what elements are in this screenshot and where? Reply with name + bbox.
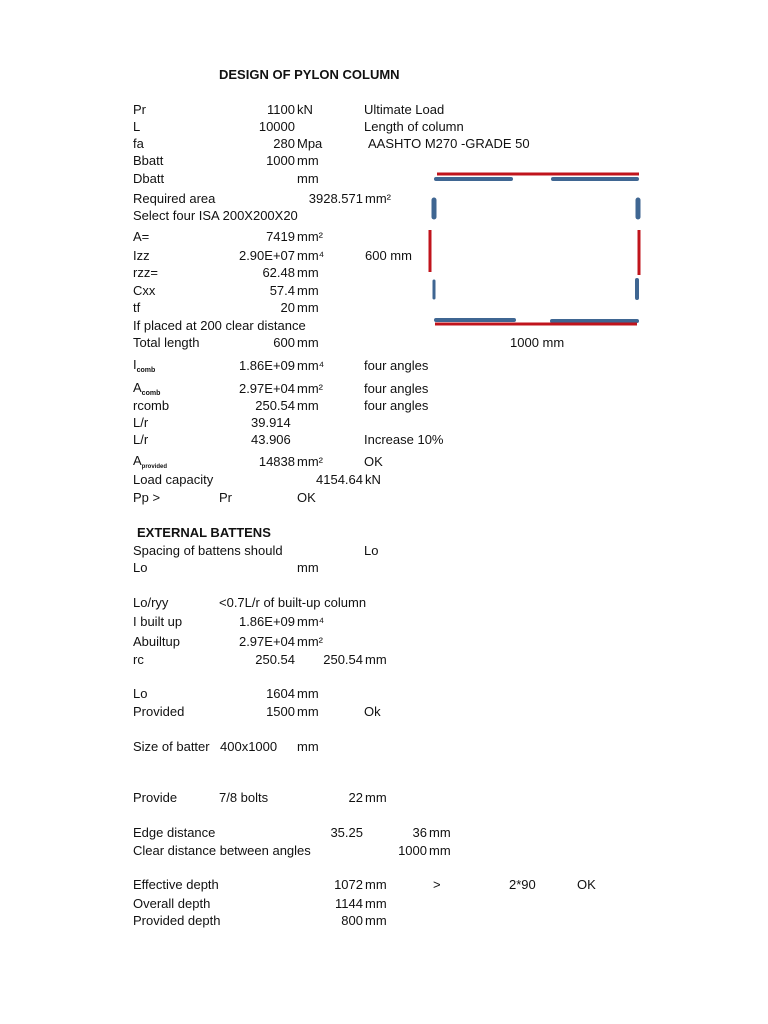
rc-value1: 250.54 [255, 652, 295, 667]
clear-value: 1000 [398, 843, 427, 858]
ibuilt-unit: mm⁴ [297, 614, 325, 629]
ibuilt-label: I built up [133, 614, 183, 629]
abuiltup-value: 2.97E+04 [238, 634, 295, 649]
provide-unit: mm [365, 790, 387, 805]
pr-unit: kN [297, 102, 313, 117]
dbatt-label: Dbatt [133, 171, 165, 186]
aprovided-label-sub: provided [141, 464, 168, 470]
pp-label: Pp > [133, 490, 161, 505]
page-title: DESIGN OF PYLON COLUMN [219, 67, 400, 82]
pr-label: Pr [133, 102, 146, 117]
size-batten-value: 400x1000 [220, 739, 278, 754]
overall-depth-label: Overall depth [133, 896, 211, 911]
load-capacity-label: Load capacity [133, 472, 214, 487]
lo-label: Lo [133, 686, 148, 701]
lo-ryy-note: <0.7L/r of built-up column [219, 595, 367, 610]
clear-label: Clear distance between angles [133, 843, 311, 858]
lo-mm-label: Lo [133, 560, 148, 575]
eff-depth-value: 1072 [334, 877, 363, 892]
rcomb-note: four angles [364, 398, 429, 413]
select-angles-label: Select four ISA 200X200X20 [133, 208, 298, 223]
acomb-value: 2.97E+04 [238, 381, 295, 396]
column-cross-section-diagram [425, 168, 645, 330]
aprovided-label-main: A [133, 453, 142, 468]
eff-depth-value2: 2*90 [509, 877, 536, 892]
provided-unit: mm [297, 704, 319, 719]
size-batten-label: Size of batter [133, 739, 210, 754]
lr2-value: 43.906 [251, 432, 291, 447]
abuiltup-label: Abuiltup [133, 634, 180, 649]
req-area-value: 3928.571 [308, 191, 363, 206]
acomb-note: four angles [364, 381, 429, 396]
a-unit: mm² [297, 229, 323, 244]
provide-label: Provide [133, 790, 178, 805]
a-value: 7419 [266, 229, 295, 244]
overall-depth-value: 1144 [335, 896, 363, 911]
lr2-label: L/r [133, 432, 149, 447]
dbatt-unit: mm [297, 171, 319, 186]
lr1-value: 39.914 [251, 415, 291, 430]
provided-depth-value: 800 [341, 913, 363, 928]
tf-value: 20 [280, 300, 295, 315]
aprovided-note: OK [364, 454, 383, 469]
provide-bolts: 7/8 bolts [219, 790, 269, 805]
rcomb-unit: mm [297, 398, 319, 413]
ibuilt-value: 1.86E+09 [238, 614, 295, 629]
l-value: 10000 [258, 119, 295, 134]
overall-depth-unit: mm [365, 896, 387, 911]
lr1-label: L/r [133, 415, 149, 430]
lo-mm-unit: mm [297, 560, 319, 575]
provided-note: Ok [364, 704, 381, 719]
acomb-unit: mm² [297, 381, 323, 396]
rc-unit: mm [365, 652, 387, 667]
cxx-unit: mm [297, 283, 319, 298]
eff-depth-operator: > [433, 877, 441, 892]
icomb-label-main: I [133, 357, 137, 372]
icomb-unit: mm⁴ [297, 358, 325, 373]
lr2-note: Increase 10% [364, 432, 444, 447]
abuiltup-unit: mm² [297, 634, 323, 649]
total-length-unit: mm [297, 335, 319, 350]
eff-depth-unit: mm [365, 877, 387, 892]
rc-label: rc [133, 652, 144, 667]
spacing-note: Lo [364, 543, 379, 558]
bbatt-label: Bbatt [133, 153, 164, 168]
bbatt-unit: mm [297, 153, 319, 168]
pr-value: 1100 [267, 102, 295, 117]
rzz-label: rzz= [133, 265, 158, 280]
load-capacity-unit: kN [365, 472, 381, 487]
provide-value: 22 [348, 790, 363, 805]
cxx-value: 57.4 [269, 283, 295, 298]
eff-depth-note: OK [577, 877, 596, 892]
icomb-note: four angles [364, 358, 429, 373]
rc-value2: 250.54 [323, 652, 363, 667]
tf-unit: mm [297, 300, 319, 315]
eff-depth-label: Effective depth [133, 877, 219, 892]
a-label: A= [133, 229, 150, 244]
lo-unit: mm [297, 686, 319, 701]
izz-unit: mm⁴ [297, 248, 325, 263]
section-external-battens: EXTERNAL BATTENS [137, 525, 271, 540]
aprovided-unit: mm² [297, 454, 323, 469]
cxx-label: Cxx [133, 283, 156, 298]
fa-unit: Mpa [297, 136, 323, 151]
diagram-width-label: 1000 mm [510, 335, 565, 350]
edge-unit: mm [429, 825, 451, 840]
fa-note: AASHTO M270 -GRADE 50 [368, 136, 530, 151]
rcomb-label: rcomb [133, 398, 170, 413]
izz-note: 600 mm [365, 248, 412, 263]
fa-label: fa [133, 136, 144, 151]
total-length-label: Total length [133, 335, 200, 350]
req-area-label: Required area [133, 191, 216, 206]
provided-depth-label: Provided depth [133, 913, 221, 928]
provided-label: Provided [133, 704, 185, 719]
total-length-value: 600 [273, 335, 295, 350]
tf-label: tf [133, 300, 141, 315]
izz-label: Izz [133, 248, 150, 263]
l-label: L [133, 119, 141, 134]
fa-value: 280 [273, 136, 295, 151]
load-capacity-value: 4154.64 [316, 472, 363, 487]
acomb-label-main: A [133, 380, 142, 395]
pp-compare: Pr [219, 490, 232, 505]
pr-note: Ultimate Load [364, 102, 445, 117]
icomb-label-sub: comb [136, 367, 156, 374]
aprovided-value: 14838 [258, 454, 295, 469]
clear-unit: mm [429, 843, 451, 858]
izz-value: 2.90E+07 [238, 248, 295, 263]
bbatt-value: 1000 [266, 153, 295, 168]
pp-note: OK [297, 490, 316, 505]
provided-depth-unit: mm [365, 913, 387, 928]
rcomb-value: 250.54 [255, 398, 295, 413]
placed-label: If placed at 200 clear distance [133, 318, 306, 333]
edge-value2: 36 [412, 825, 427, 840]
spacing-label: Spacing of battens should [133, 543, 283, 558]
edge-value1: 35.25 [330, 825, 363, 840]
rzz-unit: mm [297, 265, 319, 280]
icomb-value: 1.86E+09 [238, 358, 295, 373]
size-batten-unit: mm [297, 739, 319, 754]
req-area-unit: mm² [365, 191, 391, 206]
acomb-label-sub: comb [141, 390, 161, 397]
edge-label: Edge distance [133, 825, 216, 840]
lo-ryy-label: Lo/ryy [133, 595, 169, 610]
rzz-value: 62.48 [262, 265, 295, 280]
provided-value: 1500 [266, 704, 295, 719]
l-note: Length of column [364, 119, 464, 134]
icomb-label [133, 357, 155, 378]
lo-value: 1604 [266, 686, 295, 701]
